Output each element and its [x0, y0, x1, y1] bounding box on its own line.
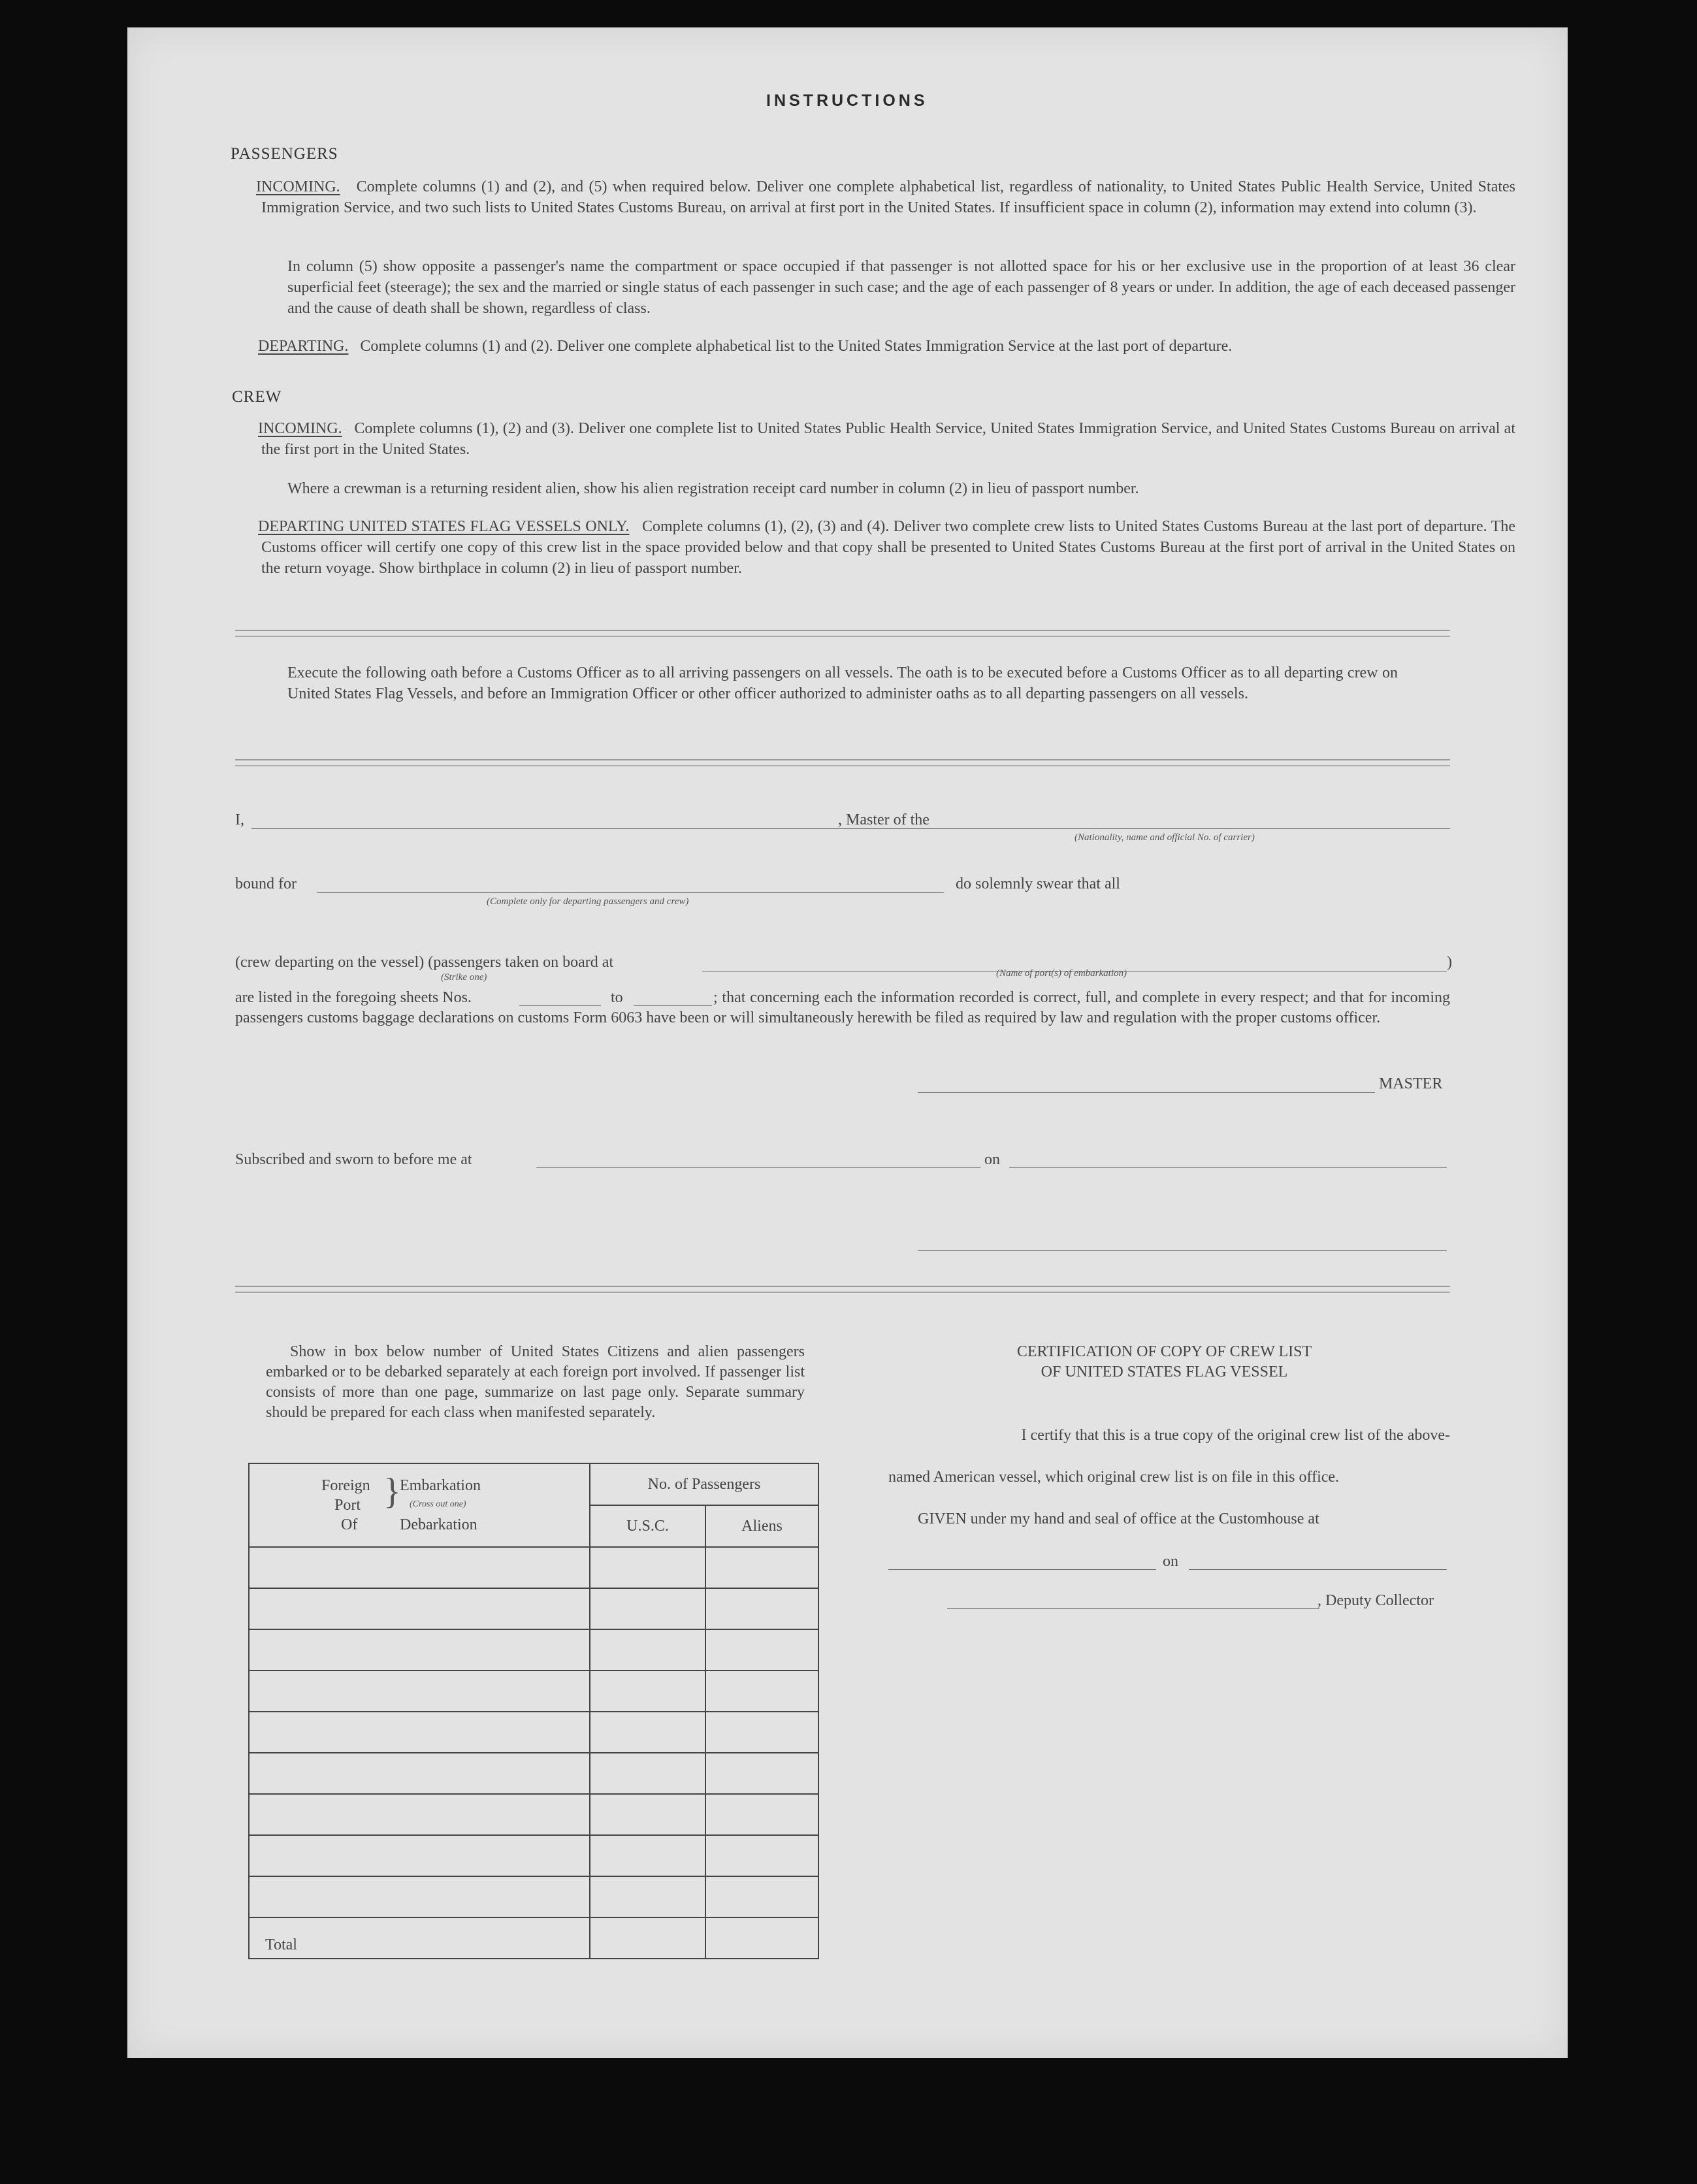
listed-paragraph: ; that concerning each the information recorded is correct, full, and complete in every respect; and that for incoming passengers customs baggage declarations on customs Form 6063 have been or will simultaneously herewith be filed as required by law and regulation with the proper customs officer.: [235, 989, 1450, 1026]
port-cell[interactable]: [249, 1547, 590, 1588]
given-text: GIVEN under my hand and seal of office at the Customhouse at: [918, 1510, 1319, 1527]
crew-departing-text: Complete columns (1), (2), (3) and (4). Deliver two complete crew lists to United States Customs Bureau at the last port of departure. The Customs officer will certify one copy of this crew list in the space provided below and that copy shall be presented to United States Customs Bureau at the first port of arrival in the United States on the return voyage. Show birthplace in column (2) in lieu of passport number.: [261, 518, 1516, 577]
table-row: [249, 1835, 818, 1876]
sworn-date-line[interactable]: [1009, 1167, 1447, 1168]
sworn-on-label: on: [984, 1151, 1000, 1168]
certify-line2: named American vessel, which original crew list is on file in this office.: [888, 1469, 1340, 1486]
divider-line: [235, 1286, 1450, 1287]
embarkation-label: Embarkation: [400, 1477, 481, 1494]
close-paren: ): [1447, 954, 1452, 971]
usc-cell[interactable]: [590, 1876, 705, 1917]
brace-icon: }: [383, 1471, 401, 1512]
aliens-cell[interactable]: [705, 1794, 818, 1835]
table-row: [249, 1588, 818, 1629]
port-cell[interactable]: [249, 1835, 590, 1876]
port-cell[interactable]: [249, 1671, 590, 1712]
divider-line: [235, 765, 1450, 766]
aliens-header: Aliens: [705, 1505, 818, 1547]
deputy-collector-line[interactable]: [947, 1608, 1319, 1609]
aliens-cell[interactable]: [705, 1753, 818, 1794]
usc-cell[interactable]: [590, 1671, 705, 1712]
customhouse-line[interactable]: [888, 1569, 1156, 1570]
bound-caption: (Complete only for departing passengers and crew): [487, 896, 689, 907]
certification-title-line1: CERTIFICATION OF COPY OF CREW LIST: [1016, 1343, 1312, 1360]
port-cell[interactable]: [249, 1876, 590, 1917]
usc-cell[interactable]: [590, 1629, 705, 1671]
carrier-line[interactable]: [949, 828, 1450, 829]
no-of-passengers-header: No. of Passengers: [590, 1463, 818, 1505]
table-row: [249, 1753, 818, 1794]
crew-departing-label: (crew departing on the vessel) (passengers taken on board at: [235, 954, 614, 971]
crew-departing-paragraph: [258, 516, 1516, 579]
swear-label: do solemnly swear that all: [956, 875, 1120, 892]
aliens-cell[interactable]: [705, 1588, 818, 1629]
certify-line1: I certify that this is a true copy of the original crew list of the above-: [1021, 1427, 1450, 1444]
divider-line: [235, 759, 1450, 760]
passengers-incoming-text: Complete columns (1) and (2), and (5) when required below. Deliver one complete alphabetical list, regardless of nationality, to United States Public Health Service, United States Immigration Service, and two such lists to United States Customs Bureau, on arrival at first port in the United States. If insufficient space in column (2), information may extend into column (3).: [261, 178, 1516, 216]
passengers-departing-paragraph: [258, 336, 1515, 357]
foreign-label: Foreign: [321, 1477, 370, 1494]
port-cell[interactable]: [249, 1712, 590, 1753]
master-of-label: , Master of the: [838, 811, 929, 828]
of-label: Of: [341, 1516, 358, 1533]
usc-cell[interactable]: [590, 1835, 705, 1876]
divider-line: [235, 1292, 1450, 1293]
officer-signature-line[interactable]: [918, 1250, 1447, 1251]
port-cell[interactable]: [249, 1753, 590, 1794]
crew-incoming-paragraph: [258, 418, 1515, 460]
debarkation-label: Debarkation: [400, 1516, 477, 1533]
certification-on-label: on: [1163, 1553, 1178, 1570]
table-row: [249, 1876, 818, 1917]
divider-line: [235, 630, 1450, 631]
crew-heading: CREW: [232, 388, 282, 406]
total-aliens-cell[interactable]: [705, 1917, 818, 1959]
subscribed-label: Subscribed and sworn to before me at: [235, 1151, 472, 1168]
ports-caption: (Name of port(s) of embarkation): [996, 968, 1127, 979]
deputy-collector-label: , Deputy Collector: [1317, 1592, 1434, 1609]
aliens-cell[interactable]: [705, 1835, 818, 1876]
listed-label: are listed in the foregoing sheets Nos.: [235, 989, 472, 1006]
usc-cell[interactable]: [590, 1547, 705, 1588]
passengers-column5-paragraph: In column (5) show opposite a passenger's name the compartment or space occupied if that passenger is not allotted space for his or her exclusive use in the proportion of at least 36 clear superficial feet (steerage); the sex and the married or single status of each passenger in such case; and the age of each passenger of 8 years or under. In addition, the age of each deceased passenger and the cause of death shall be shown, regardless of class.: [287, 258, 1515, 317]
crew-incoming-text: Complete columns (1), (2) and (3). Deliver one complete list to United States Public Health Service, United States Immigration Service, and United States Customs Bureau on arrival at the first port in the United States.: [261, 420, 1515, 458]
usc-cell[interactable]: [590, 1588, 705, 1629]
certification-title-line2: OF UNITED STATES FLAG VESSEL: [1041, 1363, 1288, 1380]
table-row: [249, 1794, 818, 1835]
cross-out-caption: (Cross out one): [410, 1499, 466, 1509]
table-row: [249, 1547, 818, 1588]
usc-cell[interactable]: [590, 1753, 705, 1794]
crew-departing-label: DEPARTING UNITED STATES FLAG VESSELS ONLY.: [258, 518, 630, 535]
certification-title: [977, 1342, 1352, 1382]
port-label: Port: [334, 1497, 361, 1514]
crew-resident-paragraph: Where a crewman is a returning resident alien, show his alien registration receipt card number in column (2) in lieu of passport number.: [287, 480, 1139, 497]
certification-date-line[interactable]: [1189, 1569, 1447, 1570]
aliens-cell[interactable]: [705, 1876, 818, 1917]
passenger-summary-table: [248, 1463, 819, 1959]
table-row: [249, 1671, 818, 1712]
to-label: to: [611, 989, 623, 1006]
usc-header: U.S.C.: [590, 1505, 705, 1547]
port-cell[interactable]: [249, 1629, 590, 1671]
strike-caption: (Strike one): [441, 972, 487, 983]
oath-i-label: I,: [235, 811, 244, 828]
passengers-incoming-label: INCOMING.: [256, 178, 340, 195]
page-title: INSTRUCTIONS: [766, 91, 928, 110]
passengers-departing-label: DEPARTING.: [258, 338, 349, 355]
divider-line: [235, 636, 1450, 637]
crew-incoming-label: INCOMING.: [258, 420, 342, 437]
total-row: [249, 1917, 818, 1959]
aliens-cell[interactable]: [705, 1547, 818, 1588]
passengers-heading: PASSENGERS: [231, 145, 338, 163]
table-row: [249, 1712, 818, 1753]
form-page: [127, 27, 1568, 2058]
passengers-incoming-paragraph: [256, 176, 1516, 218]
summary-instruction: Show in box below number of United States Citizens and alien passengers embarked or to be debarked separately at each foreign port involved. If passenger list consists of more than one page, summarize on last page only. Separate summary should be prepared for each class when manifested separately.: [266, 1343, 805, 1421]
bound-for-line[interactable]: [317, 892, 944, 893]
sworn-place-line[interactable]: [536, 1167, 980, 1168]
master-signature-line[interactable]: [918, 1092, 1375, 1093]
nationality-caption: (Nationality, name and official No. of carrier): [1075, 832, 1255, 843]
passengers-departing-text: Complete columns (1) and (2). Deliver one complete alphabetical list to the United States Immigration Service at the last port of departure.: [360, 338, 1233, 355]
port-header-cell: [249, 1463, 590, 1547]
bound-for-label: bound for: [235, 875, 297, 892]
total-usc-cell[interactable]: [590, 1917, 705, 1959]
total-label: Total: [249, 1917, 590, 1959]
master-label: MASTER: [1379, 1075, 1443, 1092]
aliens-cell[interactable]: [705, 1629, 818, 1671]
aliens-cell[interactable]: [705, 1671, 818, 1712]
usc-cell[interactable]: [590, 1794, 705, 1835]
oath-intro-paragraph: Execute the following oath before a Customs Officer as to all arriving passengers on all vessels. The oath is to be executed before a Customs Officer as to all departing crew on United States Flag Vessels, and before an Immigration Officer or other officer authorized to administer oaths as to all departing passengers on all vessels.: [287, 664, 1398, 702]
usc-cell[interactable]: [590, 1712, 705, 1753]
aliens-cell[interactable]: [705, 1712, 818, 1753]
table-row: [249, 1629, 818, 1671]
port-cell[interactable]: [249, 1794, 590, 1835]
port-cell[interactable]: [249, 1588, 590, 1629]
